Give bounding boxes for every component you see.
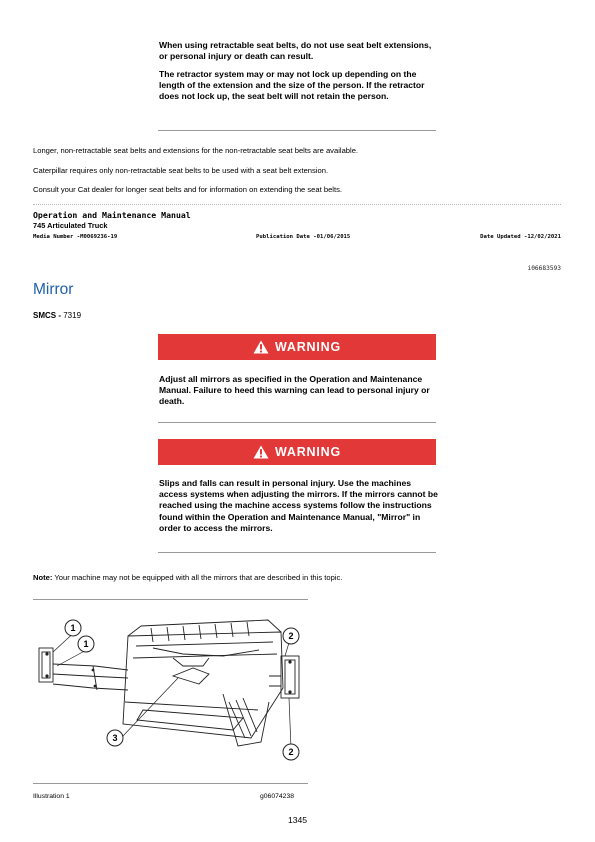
warning-banner-1 [158, 334, 436, 360]
warning-banner-2 [158, 439, 436, 465]
seatbelt-warning-text-2: The retractor system may or may not lock up depending on the length of the extension and the size of the person. If the retractor does not lock up, the seat belt will not retain the person. [159, 69, 425, 102]
center-mirror [173, 668, 209, 684]
publication-date: Publication Date -01/06/2015 [256, 234, 351, 240]
smcs-code: 7319 [63, 311, 82, 320]
manual-title: Operation and Maintenance Manual [33, 210, 191, 220]
warning-label-1: WARNING [274, 340, 341, 354]
seatbelt-warning-text-1: When using retractable seat belts, do not use seat belt extensions, or personal injury or death can result. [159, 40, 432, 62]
paragraph-seatbelt-requirement: Caterpillar requires only non-retractable seat belts to be used with a seat belt extension. [33, 166, 329, 175]
warning-triangle-icon [253, 340, 269, 354]
callout-2a [283, 628, 299, 644]
callout-label: 1 [83, 639, 89, 650]
illustration-caption: Illustration 1 [33, 793, 70, 800]
warning-2-end-rule [158, 552, 436, 553]
document-id: i06683593 [527, 265, 561, 272]
warning-end-rule [158, 130, 436, 131]
smcs-label: SMCS - [33, 311, 61, 320]
smcs-line [33, 311, 81, 320]
callout-label: 2 [288, 747, 294, 758]
warning-label-2: WARNING [274, 445, 341, 459]
note-text: Your machine may not be equipped with all the mirrors that are described in this topic. [54, 573, 343, 582]
callout-label: 2 [288, 631, 294, 642]
callout-1b [78, 636, 94, 652]
callout-3 [107, 730, 123, 746]
media-number: Media Number -M0069236-19 [33, 234, 118, 240]
note-line [33, 573, 342, 582]
callout-1a [65, 620, 81, 636]
illustration-top-rule [33, 599, 308, 600]
warning-text-2: Slips and falls can result in personal injury. Use the machines access systems when adjusting the mirrors. If the mirrors cannot be reached using the machine access systems follow the instructions found within the Operation and Maintenance Manual, "Mirror" in order to access the mirrors. [159, 478, 438, 533]
warning-text-1: Adjust all mirrors as specified in the Operation and Maintenance Manual. Failure to heed this warning can lead to personal injury or death. [159, 374, 430, 407]
date-updated: Date Updated -12/02/2021 [480, 234, 561, 240]
graphic-id: g06074238 [260, 793, 295, 800]
section-divider [33, 204, 561, 205]
note-label: Note: [33, 573, 53, 582]
callout-label: 3 [112, 733, 118, 744]
section-title: Mirror [33, 281, 74, 298]
page-number: 1345 [287, 815, 308, 825]
callout-2b [283, 744, 299, 760]
paragraph-consult-dealer: Consult your Cat dealer for longer seat belts and for information on extending the seat belts. [33, 185, 342, 194]
callout-label: 1 [70, 623, 76, 634]
mirror-locations-illustration [33, 606, 308, 776]
paragraph-seatbelt-availability: Longer, non-retractable seat belts and extensions for the non-retractable seat belts are available. [33, 146, 359, 155]
warning-triangle-icon [253, 445, 269, 459]
illustration-bottom-rule [33, 783, 308, 784]
machine-model: 745 Articulated Truck [33, 221, 108, 230]
warning-1-end-rule [158, 422, 436, 423]
